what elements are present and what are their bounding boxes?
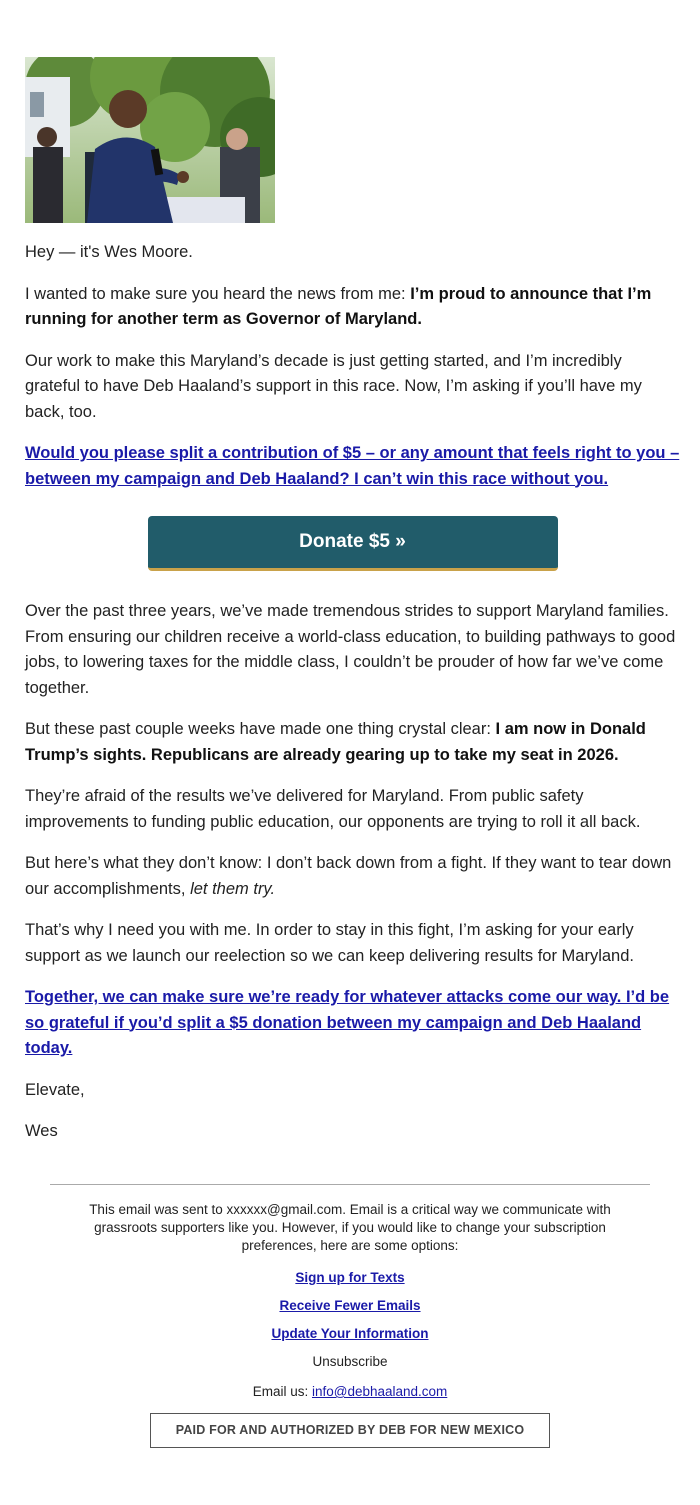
email-body — [25, 240, 680, 1161]
footer-link-row-texts — [50, 1269, 650, 1287]
update-information-link[interactable]: Update Your Information — [271, 1326, 429, 1341]
email-us-label: Email us: — [252, 1384, 312, 1399]
footer-notice: This email was sent to xxxxxx@gmail.com. Email is a critical way we communicate with grassroots supporters like you. However, if you would like to change your subscription preferences, here are some options: — [89, 1202, 611, 1253]
paragraph-threat — [25, 717, 680, 768]
fight-text: But here’s what they don’t know: I don’t back down from a fight. If they want to tear down our accomplishments, — [25, 854, 672, 898]
paragraph-cta-2 — [25, 985, 680, 1062]
contact-email-row — [50, 1383, 650, 1401]
announcement-text: I wanted to make sure you heard the news from me: — [25, 284, 411, 303]
contact-email-link[interactable]: info@debhaaland.com — [311, 1384, 448, 1399]
donate-button[interactable]: Donate $5 » — [148, 516, 558, 571]
fight-italic: let them try. — [190, 879, 276, 898]
unsubscribe-link[interactable]: Unsubscribe — [312, 1354, 388, 1369]
threat-text: But these past couple weeks have made one thing crystal clear: — [25, 720, 496, 738]
signoff: Elevate, — [25, 1080, 85, 1099]
receive-fewer-emails-link[interactable]: Receive Fewer Emails — [279, 1298, 421, 1313]
donate-button-wrapper — [25, 516, 680, 571]
threat-bold: I am now in Donald Trump’s sights. Republicans are already gearing up to take my seat in 2026. — [25, 720, 646, 764]
footer-link-row-update — [50, 1325, 650, 1343]
paragraph-cta-1 — [25, 441, 680, 492]
paragraph-results: They’re afraid of the results we’ve delivered for Maryland. From public safety improvements to funding public education, our opponents are trying to roll it all back. — [25, 787, 641, 831]
footer-link-row-fewer — [50, 1297, 650, 1315]
paragraph-need: That’s why I need you with me. In order to stay in this fight, I’m asking for your early support as we launch our reelection so we can keep delivering results for Maryland. — [25, 921, 634, 965]
signature: Wes — [25, 1122, 58, 1140]
paragraph-fight — [25, 851, 680, 902]
paragraph-announcement — [25, 282, 680, 333]
contribution-link[interactable]: Would you please split a contribution of $5 – or any amount that feels right to you – between my campaign and Deb Haaland? I can’t win this race without you. — [25, 444, 680, 488]
announcement-bold: I’m proud to announce that I’m running for another term as Governor of Maryland. — [25, 284, 652, 328]
hero-photo — [25, 57, 275, 223]
paragraph-support: Our work to make this Maryland’s decade is just getting started, and I’m incredibly grateful to have Deb Haaland’s support in this race. Now, I’m asking if you’ll have my back, too. — [25, 351, 642, 421]
email-footer — [50, 1184, 650, 1448]
paid-for-disclaimer: PAID FOR AND AUTHORIZED BY DEB FOR NEW MEXICO — [150, 1413, 550, 1448]
split-donation-link[interactable]: Together, we can make sure we’re ready for whatever attacks come our way. I’d be so grateful if you’d split a $5 donation between my campaign and Deb Haaland today. — [25, 988, 670, 1057]
paragraph-accomplishments: Over the past three years, we’ve made tremendous strides to support Maryland families. From ensuring our children receive a world-class education, to building pathways to good jobs, to lowering taxes for the middle class, I couldn’t be prouder of how far we’ve come together. — [25, 602, 676, 697]
sign-up-texts-link[interactable]: Sign up for Texts — [295, 1270, 405, 1285]
greeting: Hey — it's Wes Moore. — [25, 243, 193, 261]
